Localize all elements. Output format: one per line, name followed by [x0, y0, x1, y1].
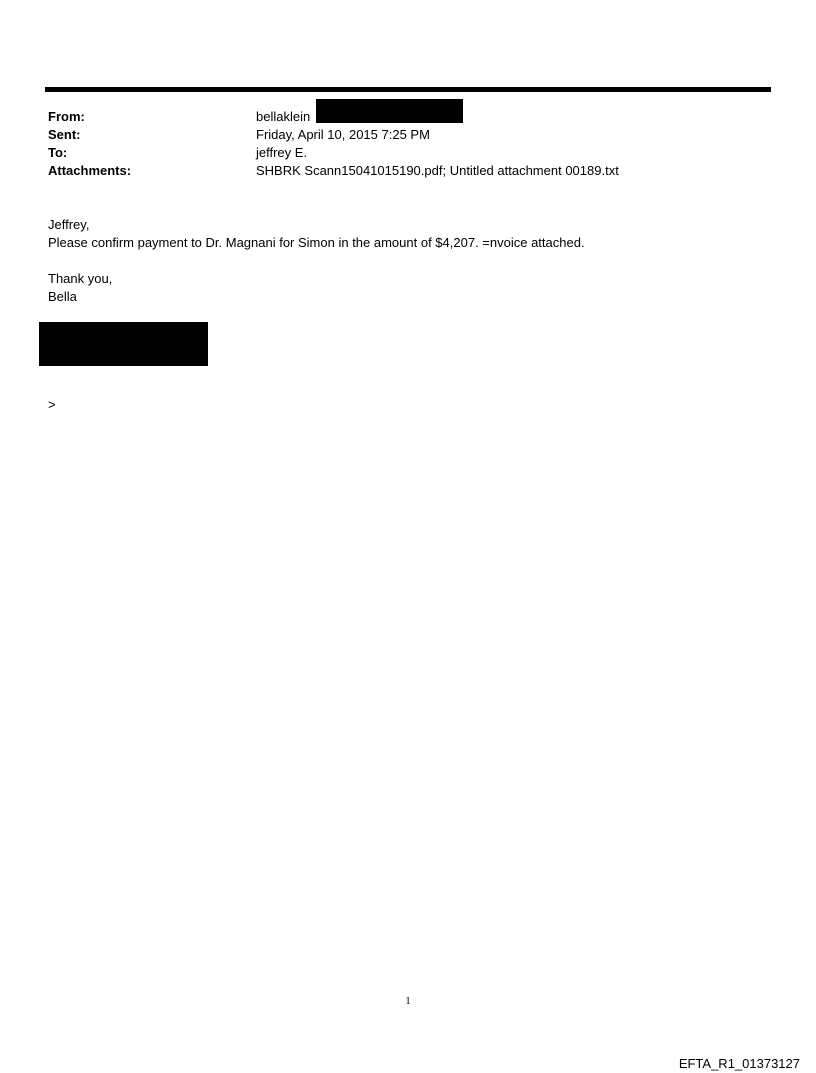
email-closing: Thank you,	[48, 271, 113, 286]
sent-label: Sent:	[48, 127, 81, 142]
to-value: jeffrey E.	[256, 145, 308, 160]
redaction-signature-block	[39, 322, 208, 366]
page-number: 1	[405, 995, 411, 1007]
redaction-from-address	[316, 99, 463, 123]
attachments-value: SHBRK Scann15041015190.pdf; Untitled attachment 00189.txt	[256, 163, 619, 178]
email-signature: Bella	[48, 289, 77, 304]
document-id: EFTA_R1_01373127	[678, 1056, 800, 1071]
attachments-label: Attachments:	[48, 163, 132, 178]
quote-marker: >	[48, 397, 56, 412]
sent-value: Friday, April 10, 2015 7:25 PM	[256, 127, 430, 142]
email-greeting: Jeffrey,	[48, 217, 90, 232]
to-label: To:	[48, 145, 68, 160]
from-value: bellaklein	[256, 109, 311, 124]
email-message: Please confirm payment to Dr. Magnani for Simon in the amount of $4,207. =nvoice attached.	[48, 235, 585, 250]
from-label: From:	[48, 109, 85, 124]
header-divider	[45, 87, 771, 92]
